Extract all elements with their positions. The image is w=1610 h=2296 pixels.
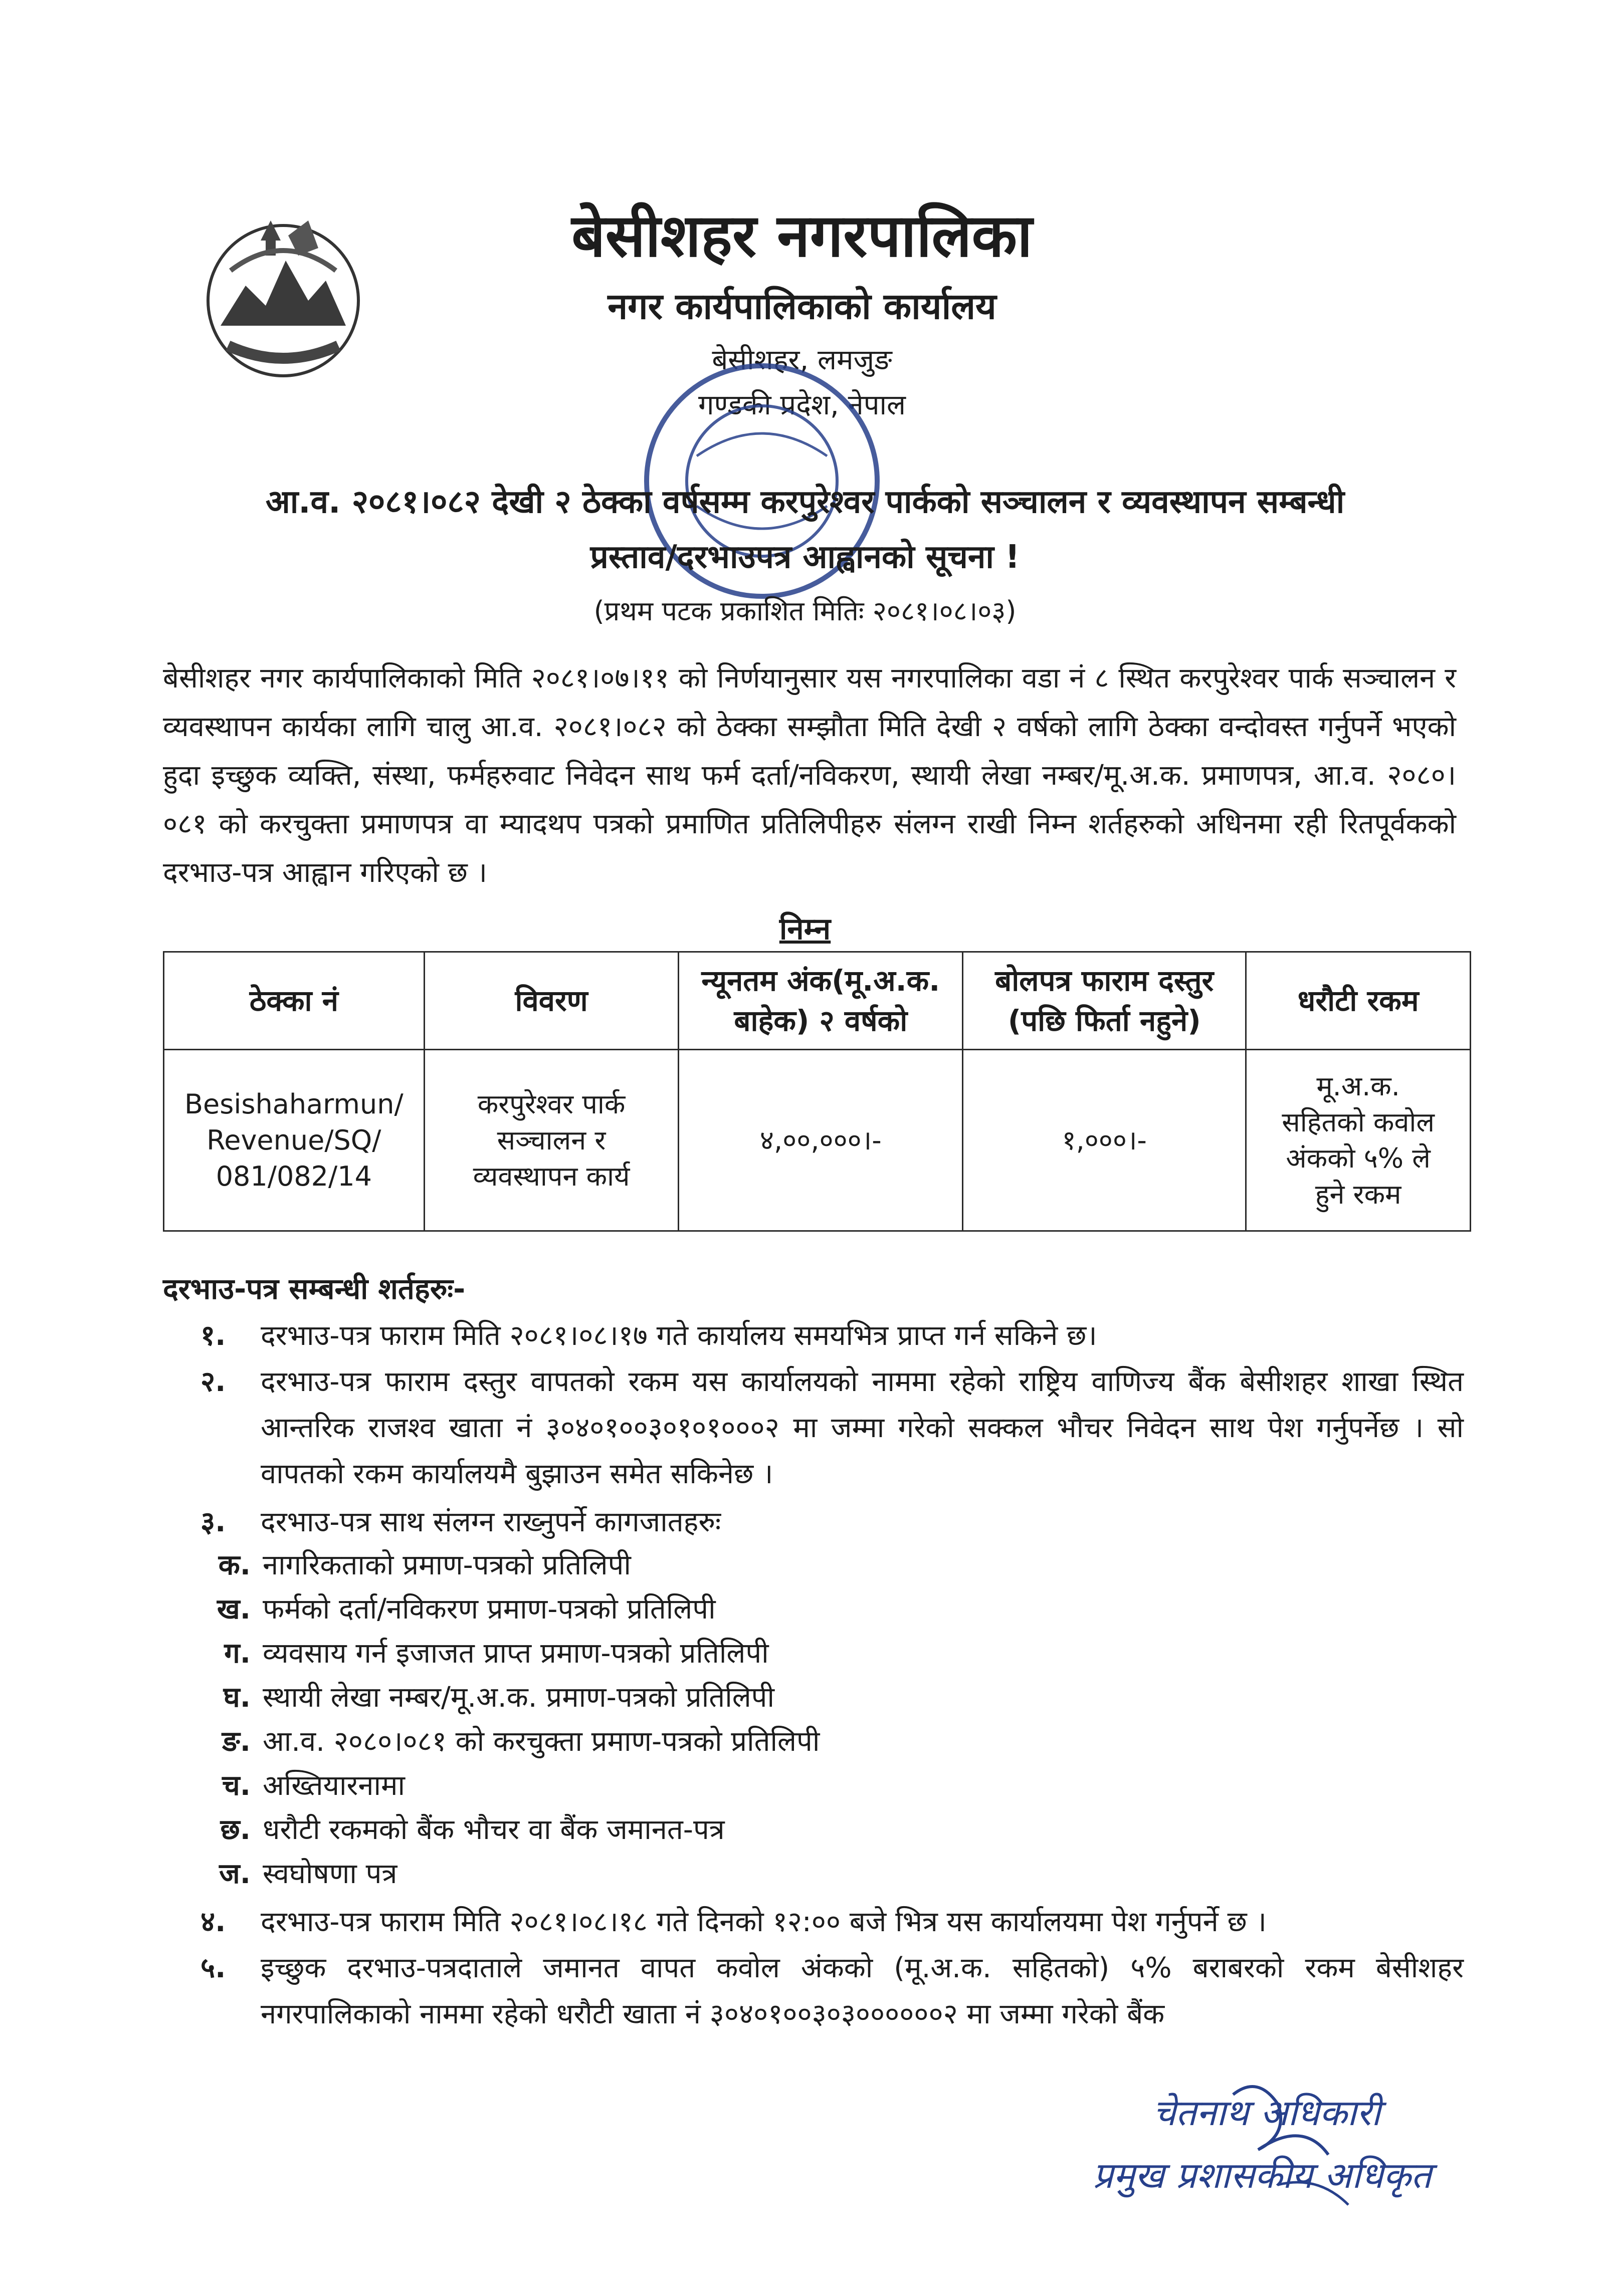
condition-number: ४. bbox=[200, 1906, 226, 1938]
table-cell: मू.अ.क. सहितको कवोल अंकको ५% ले हुने रकम bbox=[1246, 1050, 1471, 1231]
publication-date: (प्रथम पटक प्रकाशित मितिः २०८१।०८।०३) bbox=[593, 595, 1017, 627]
document-letter: च. bbox=[222, 1769, 251, 1802]
column-header: बोलपत्र फाराम दस्तुर (पछि फिर्ता नहुने) bbox=[963, 952, 1246, 1050]
document-text: स्थायी लेखा नम्बर/मू.अ.क. प्रमाण-पत्रको प्रतिलिपी bbox=[263, 1681, 774, 1714]
notice-title-line-1: आ.व. २०८१।०८२ देखी २ ठेक्का वर्षसम्म करपुरेश्वर पार्कको सञ्चालन र व्यवस्थापन सम्बन्धी bbox=[265, 484, 1345, 521]
document-letter: ख. bbox=[217, 1593, 251, 1626]
document-item bbox=[200, 1808, 725, 1852]
document-text: धरौटी रकमको बैंक भौचर वा बैंक जमानत-पत्र bbox=[263, 1813, 725, 1846]
document-letter: घ. bbox=[223, 1681, 251, 1714]
condition-text: दरभाउ-पत्र फाराम मिति २०८१।०८।१८ गते दिनको १२:०० बजे भित्र यस कार्यालयमा पेश गर्नुपर्ने छ । bbox=[261, 1906, 1267, 1938]
condition-text: इच्छुक दरभाउ-पत्रदाताले जमानत वापत कवोल अंकको (मू.अ.क. सहितको) ५% बराबरको रकम बेसीशहर नगरपालिकाको नाममा रहेको धरौटी खाता नं ३०४०१००३०३००००००२ मा जम्मा गरेको बैंक bbox=[261, 1952, 1464, 2030]
table-cell: १,०००।- bbox=[963, 1050, 1246, 1231]
condition-text: दरभाउ-पत्र साथ संलग्न राख्नुपर्ने कागजातहरुः bbox=[261, 1506, 721, 1538]
address-line-2: गण्डकी प्रदेश, नेपाल bbox=[698, 389, 906, 421]
condition-item bbox=[200, 1313, 1464, 1359]
condition-text: दरभाउ-पत्र फाराम मिति २०८१।०८।१७ गते कार्यालय समयभित्र प्राप्त गर्न सकिने छ। bbox=[261, 1319, 1097, 1352]
condition-number: २. bbox=[200, 1365, 226, 1398]
document-text: फर्मको दर्ता/नविकरण प्रमाण-पत्रको प्रतिलिपी bbox=[263, 1593, 716, 1626]
document-item bbox=[200, 1587, 716, 1632]
signatory-name: चेतनाथ अधिकारी bbox=[1153, 2092, 1381, 2134]
table-header-row bbox=[164, 952, 1471, 1050]
column-header: ठेक्का नं bbox=[164, 952, 425, 1050]
column-header: न्यूनतम अंक(मू.अ.क. बाहेक) २ वर्षको bbox=[679, 952, 963, 1050]
condition-item bbox=[200, 1499, 1464, 1545]
document-text: स्वघोषणा पत्र bbox=[263, 1858, 397, 1890]
condition-number: ५. bbox=[200, 1952, 226, 1984]
condition-item bbox=[200, 1945, 1464, 2037]
document-letter: ज. bbox=[219, 1858, 251, 1890]
address-line-1: बेसीशहर, लमजुङ bbox=[712, 344, 892, 376]
condition-number: १. bbox=[200, 1319, 226, 1352]
table-cell: करपुरेश्वर पार्क सञ्चालन र व्यवस्थापन कार्य bbox=[424, 1050, 679, 1231]
condition-item bbox=[200, 1899, 1464, 1945]
document-text: नागरिकताको प्रमाण-पत्रको प्रतिलिपी bbox=[263, 1549, 631, 1581]
document-text: अख्तियारनामा bbox=[263, 1769, 405, 1802]
condition-text: दरभाउ-पत्र फाराम दस्तुर वापतको रकम यस कार्यालयको नाममा रहेको राष्ट्रिय वाणिज्य बैंक बेसीशहर शाखा स्थित आन्तरिक राजश्व खाता नं ३०४०१००३०१०१०००२ मा जम्मा गरेको सक्कल भौचर निवेदन साथ पेश गर्नुपर्नेछ । सो वापतको रकम कार्यालयमै बुझाउन समेत सकिनेछ । bbox=[261, 1365, 1464, 1490]
office-name: नगर कार्यपालिकाको कार्यालय bbox=[608, 285, 996, 327]
document-text: व्यवसाय गर्न इजाजत प्राप्त प्रमाण-पत्रको प्रतिलिपी bbox=[263, 1637, 769, 1670]
table-cell: ४,००,०००।- bbox=[679, 1050, 963, 1231]
column-header: विवरण bbox=[424, 952, 679, 1050]
table-caption: निम्न bbox=[779, 911, 831, 947]
document-item bbox=[200, 1852, 397, 1896]
nepal-emblem-icon bbox=[200, 200, 366, 381]
document-letter: ग. bbox=[224, 1637, 251, 1670]
notice-title-line-2: प्रस्ताव/दरभाउपत्र आह्वानको सूचना ! bbox=[590, 539, 1020, 576]
condition-item bbox=[200, 1359, 1464, 1497]
document-text: आ.व. २०८०।०८१ को करचुक्ता प्रमाण-पत्रको प्रतिलिपी bbox=[263, 1725, 820, 1758]
table-row bbox=[164, 1050, 1471, 1231]
document-item bbox=[200, 1720, 820, 1764]
column-header: धरौटी रकम bbox=[1246, 952, 1471, 1050]
document-item bbox=[200, 1632, 769, 1676]
municipality-name: बेसीशहर नगरपालिका bbox=[571, 201, 1033, 270]
signatory-title: प्रमुख प्रशासकीय अधिकृत bbox=[1093, 2154, 1432, 2196]
document-item bbox=[200, 1543, 631, 1587]
intro-paragraph: बेसीशहर नगर कार्यपालिकाको मिति २०८१।०७।११ को निर्णयानुसार यस नगरपालिका वडा नं ८ स्थित करपुरेश्वर पार्क सञ्चालन र व्यवस्थापन कार्यका लागि चालु आ.व. २०८१।०८२ को ठेक्का सम्झौता मिति देखी २ वर्षको लागि ठेक्का वन्दोवस्त गर्नुपर्ने भएको हुदा इच्छुक व्यक्ति, संस्था, फर्महरुवाट निवेदन साथ फर्म दर्ता/नविकरण, स्थायी लेखा नम्बर/मू.अ.क. प्रमाणपत्र, आ.व. २०८०।०८१ को करचुक्ता प्रमाणपत्र वा म्यादथप पत्रको प्रमाणित प्रतिलिपीहरु संलग्न राखी निम्न शर्तहरुको अधिनमा रही रितपूर्वकको दरभाउ-पत्र आह्वान गरिएको छ । bbox=[163, 662, 1456, 889]
document-item bbox=[200, 1676, 774, 1720]
document-letter: छ. bbox=[220, 1813, 251, 1846]
conditions-heading: दरभाउ-पत्र सम्बन्धी शर्तहरुः- bbox=[163, 1272, 466, 1306]
table-cell: Besishaharmun/ Revenue/SQ/ 081/082/14 bbox=[164, 1050, 425, 1231]
document-letter: क. bbox=[218, 1549, 251, 1581]
document-letter: ङ. bbox=[222, 1725, 251, 1758]
condition-number: ३. bbox=[200, 1506, 226, 1538]
tender-table bbox=[163, 951, 1471, 1232]
document-item bbox=[200, 1764, 405, 1808]
